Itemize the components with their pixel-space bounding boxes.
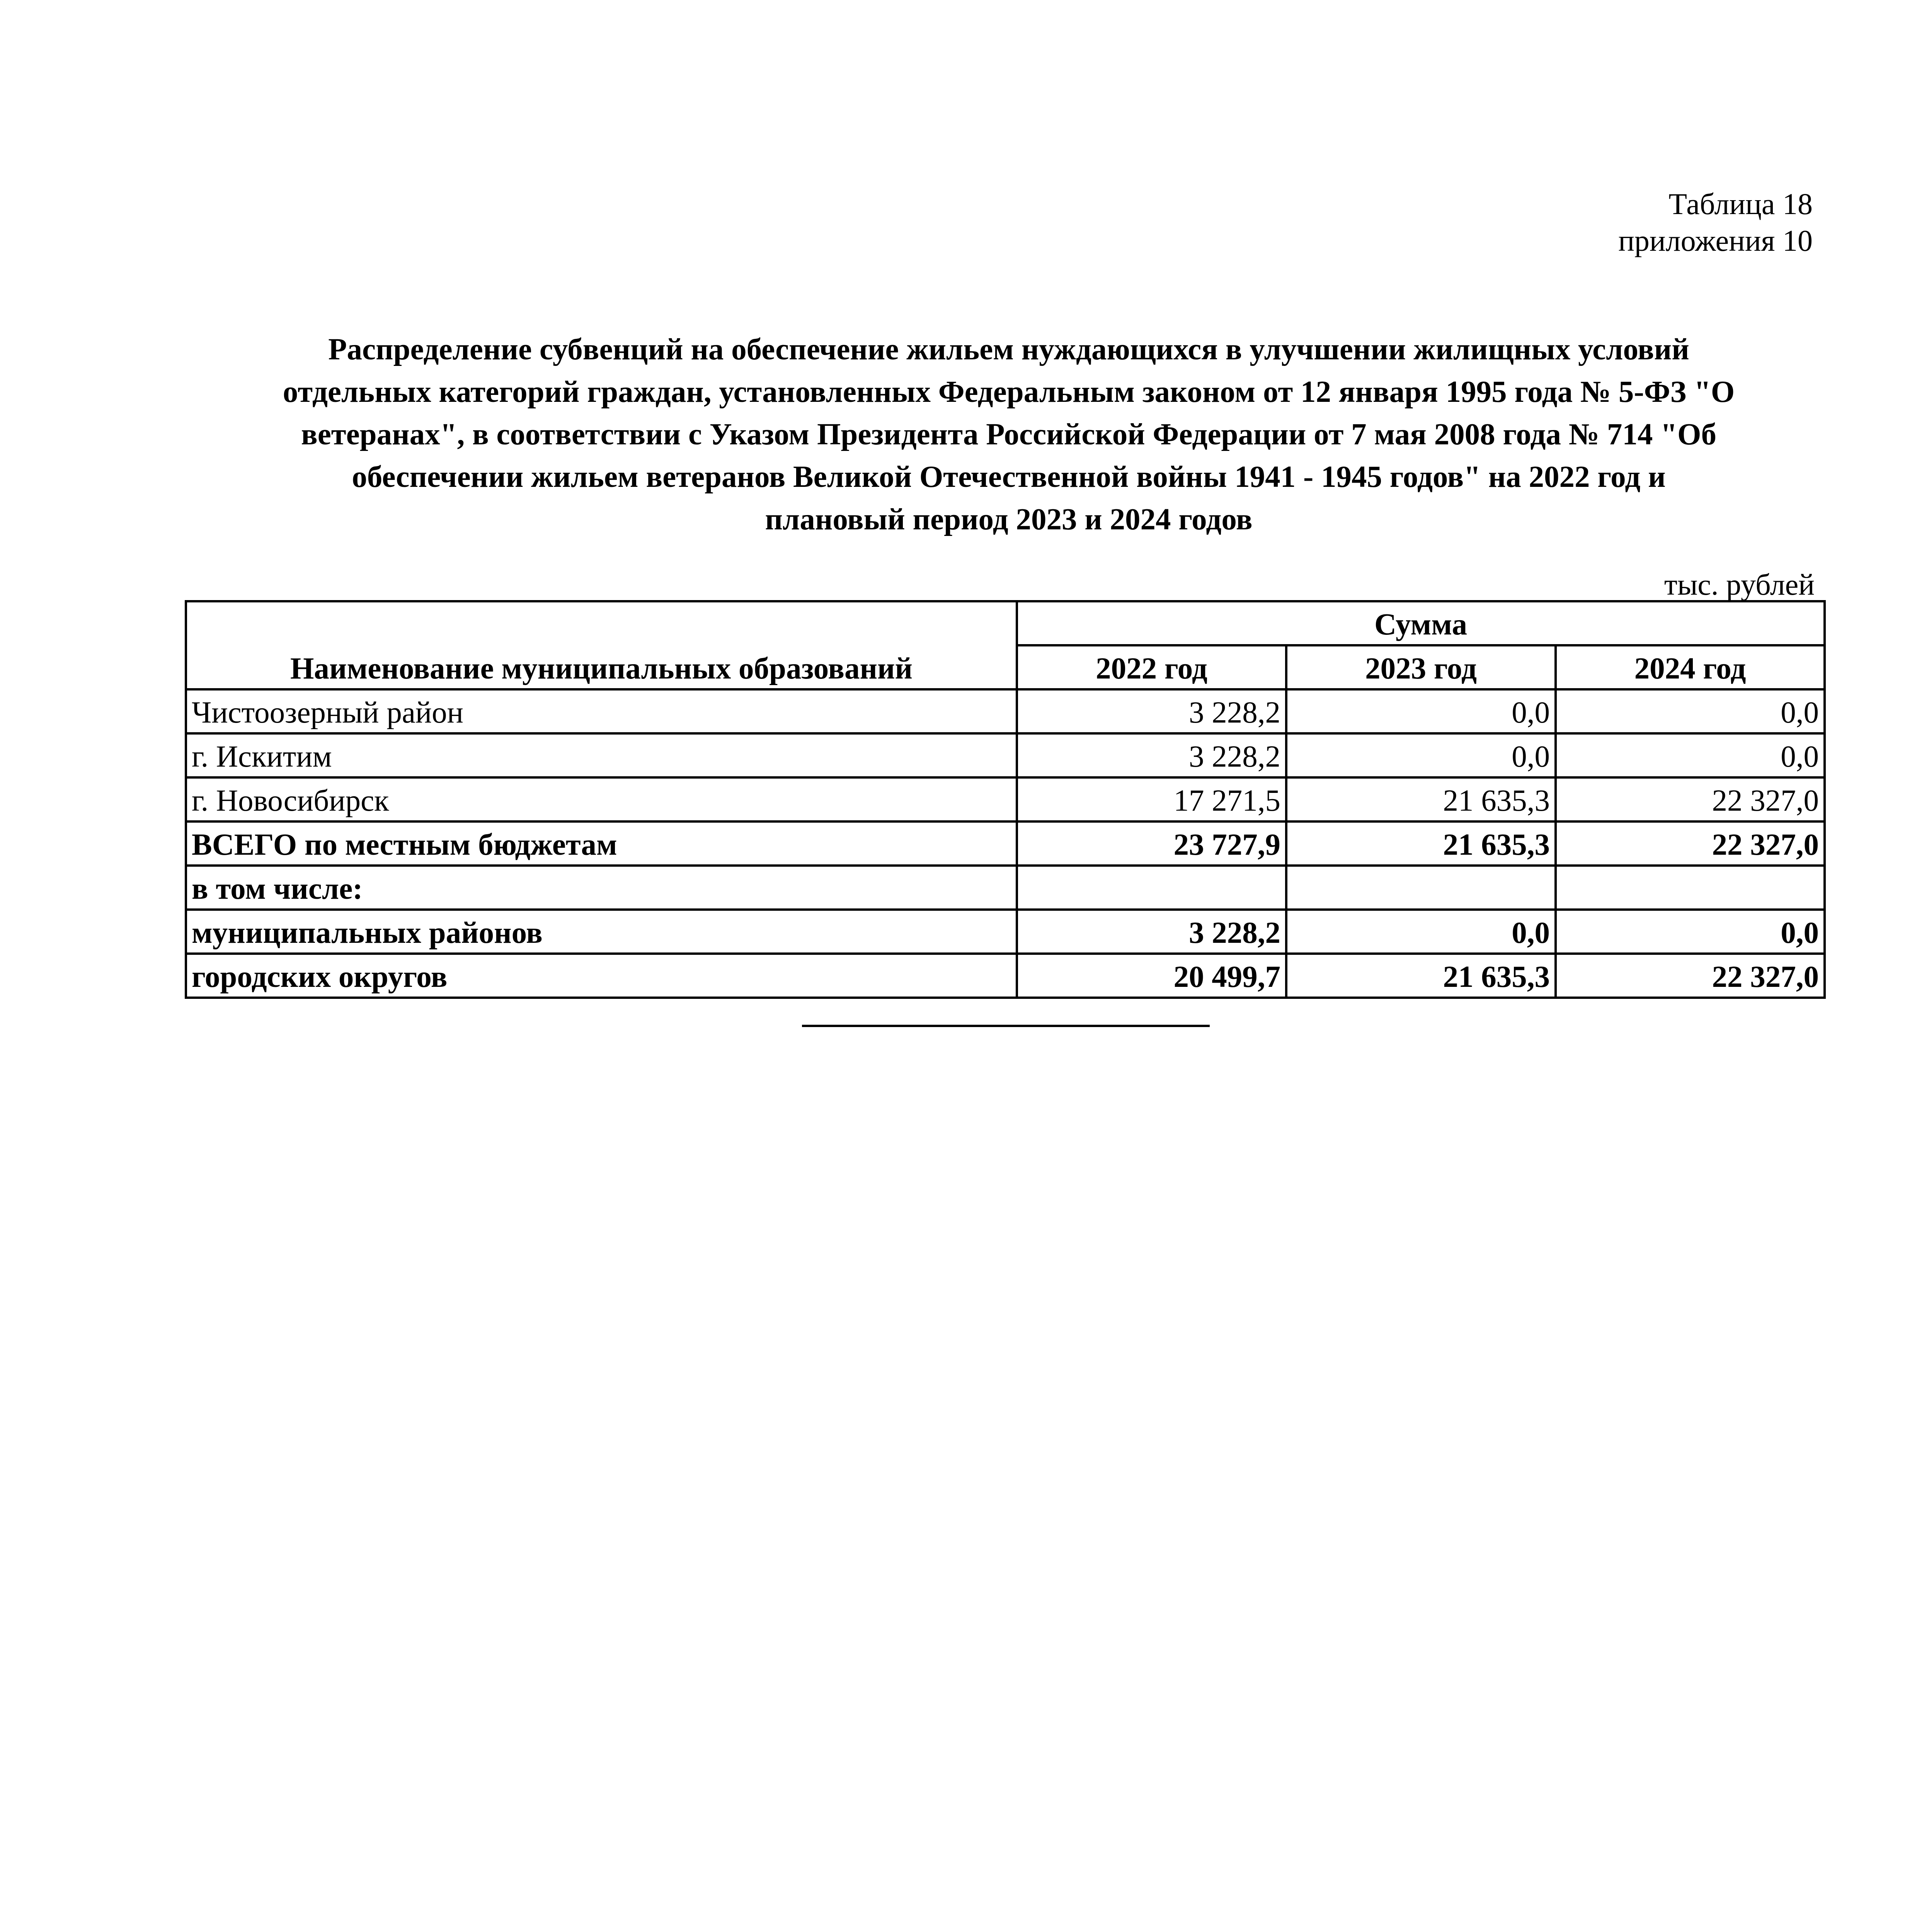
title-line: отдельных категорий граждан, установленных Федеральным законом от 12 января 1995 года № 5-ФЗ "О (283, 375, 1735, 409)
municipality-name: Чистоозерный район (186, 689, 1017, 733)
empty-cell (1017, 866, 1286, 910)
breakdown-value-2024: 22 327,0 (1556, 954, 1825, 998)
total-label: ВСЕГО по местным бюджетам (186, 821, 1017, 866)
breakdown-value-2022: 3 228,2 (1017, 910, 1286, 954)
breakdown-row (186, 910, 1825, 954)
value-2023: 21 635,3 (1286, 777, 1556, 821)
municipality-name: г. Новосибирск (186, 777, 1017, 821)
value-2024: 22 327,0 (1556, 777, 1825, 821)
including-label: в том числе: (186, 866, 1017, 910)
breakdown-label: городских округов (186, 954, 1017, 998)
page-header (1618, 185, 1813, 259)
breakdown-value-2024: 0,0 (1556, 910, 1825, 954)
value-2022: 3 228,2 (1017, 733, 1286, 777)
value-2024: 0,0 (1556, 689, 1825, 733)
table-row (186, 689, 1825, 733)
year-header-2023: 2023 год (1286, 645, 1556, 689)
units-label: тыс. рублей (1664, 568, 1815, 601)
year-header-2024: 2024 год (1556, 645, 1825, 689)
empty-cell (1556, 866, 1825, 910)
total-row (186, 821, 1825, 866)
subvention-table (185, 600, 1826, 999)
empty-cell (1286, 866, 1556, 910)
table-row (186, 777, 1825, 821)
title-line: ветеранах", в соответствии с Указом Президента Российской Федерации от 7 мая 2008 года № 714 "Об (301, 418, 1716, 451)
value-2023: 0,0 (1286, 733, 1556, 777)
total-value-2024: 22 327,0 (1556, 821, 1825, 866)
total-value-2022: 23 727,9 (1017, 821, 1286, 866)
value-2024: 0,0 (1556, 733, 1825, 777)
breakdown-label: муниципальных районов (186, 910, 1017, 954)
municipality-name: г. Искитим (186, 733, 1017, 777)
breakdown-value-2022: 20 499,7 (1017, 954, 1286, 998)
table-number-label: Таблица 18 (1668, 187, 1813, 221)
breakdown-value-2023: 21 635,3 (1286, 954, 1556, 998)
total-value-2023: 21 635,3 (1286, 821, 1556, 866)
value-2022: 3 228,2 (1017, 689, 1286, 733)
document-title (186, 328, 1832, 541)
year-header-2022: 2022 год (1017, 645, 1286, 689)
table-row (186, 733, 1825, 777)
value-2023: 0,0 (1286, 689, 1556, 733)
title-line: Распределение субвенций на обеспечение жильем нуждающихся в улучшении жилищных условий (328, 333, 1689, 366)
including-row (186, 866, 1825, 910)
value-2022: 17 271,5 (1017, 777, 1286, 821)
breakdown-value-2023: 0,0 (1286, 910, 1556, 954)
sum-column-header: Сумма (1017, 601, 1825, 645)
table-header-row (186, 601, 1825, 645)
end-of-table-rule (802, 1025, 1210, 1027)
title-line: обеспечении жильем ветеранов Великой Отечественной войны 1941 - 1945 годов" на 2022 год и (352, 460, 1666, 494)
breakdown-row (186, 954, 1825, 998)
title-line: плановый период 2023 и 2024 годов (765, 503, 1253, 536)
appendix-label: приложения 10 (1618, 224, 1813, 257)
municipality-column-header: Наименование муниципальных образований (186, 601, 1017, 689)
